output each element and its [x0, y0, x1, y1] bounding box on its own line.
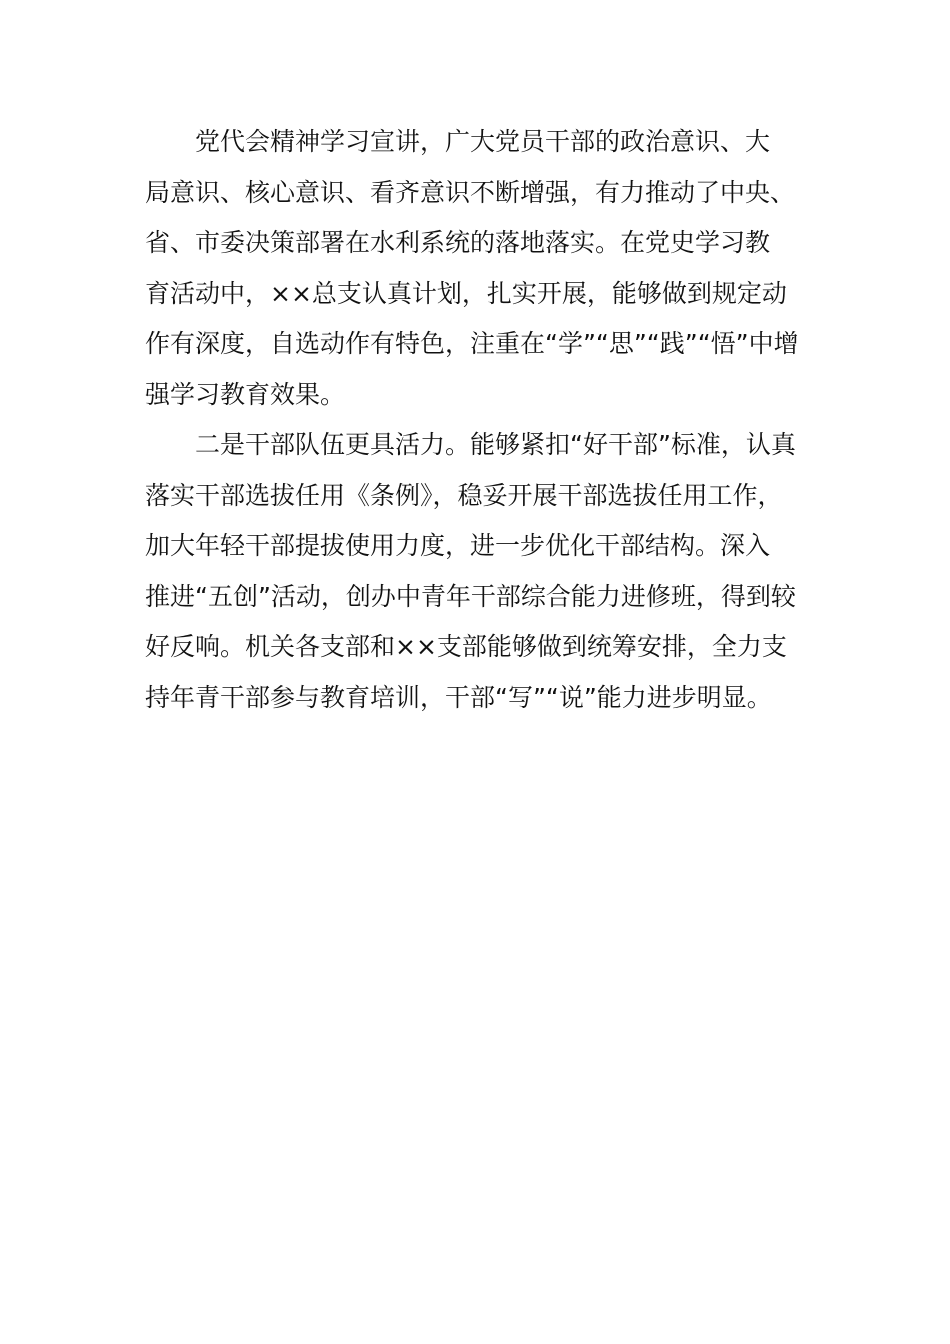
paragraph-line: 局意识、核心意识、看齐意识不断增强，有力推动了中央、	[145, 177, 796, 207]
paragraph-line: 落实干部选拔任用《条例》，稳妥开展干部选拔任用工作，	[145, 480, 783, 510]
paragraph-line: 作有深度，自选动作有特色，注重在“学”“思”“践”“悟”中增	[145, 329, 799, 358]
paragraph-line: 加大年轻干部提拔使用力度，进一步优化干部结构。深入	[145, 531, 771, 560]
paragraph-line: 好反响。机关各支部和××支部能够做到统筹安排，全力支	[145, 632, 787, 661]
paragraph-line: 二是干部队伍更具活力。能够紧扣“好干部”标准，认真	[195, 430, 796, 459]
paragraph-1	[145, 117, 810, 420]
paragraph-line: 推进“五创”活动，创办中青年干部综合能力进修班，得到较	[145, 581, 796, 611]
paragraph-line: 省、市委决策部署在水利系统的落地落实。在党史学习教	[145, 228, 771, 257]
paragraph-line: 强学习教育效果。	[145, 379, 346, 409]
paragraph-line: 育活动中，××总支认真计划，扎实开展，能够做到规定动	[145, 278, 787, 308]
paragraph-line: 党代会精神学习宣讲，广大党员干部的政治意识、大	[195, 127, 771, 156]
paragraph-2	[145, 420, 810, 723]
body-text	[145, 117, 810, 723]
paragraph-line: 持年青干部参与教育培训，干部“写”“说”能力进步明显。	[145, 682, 772, 712]
